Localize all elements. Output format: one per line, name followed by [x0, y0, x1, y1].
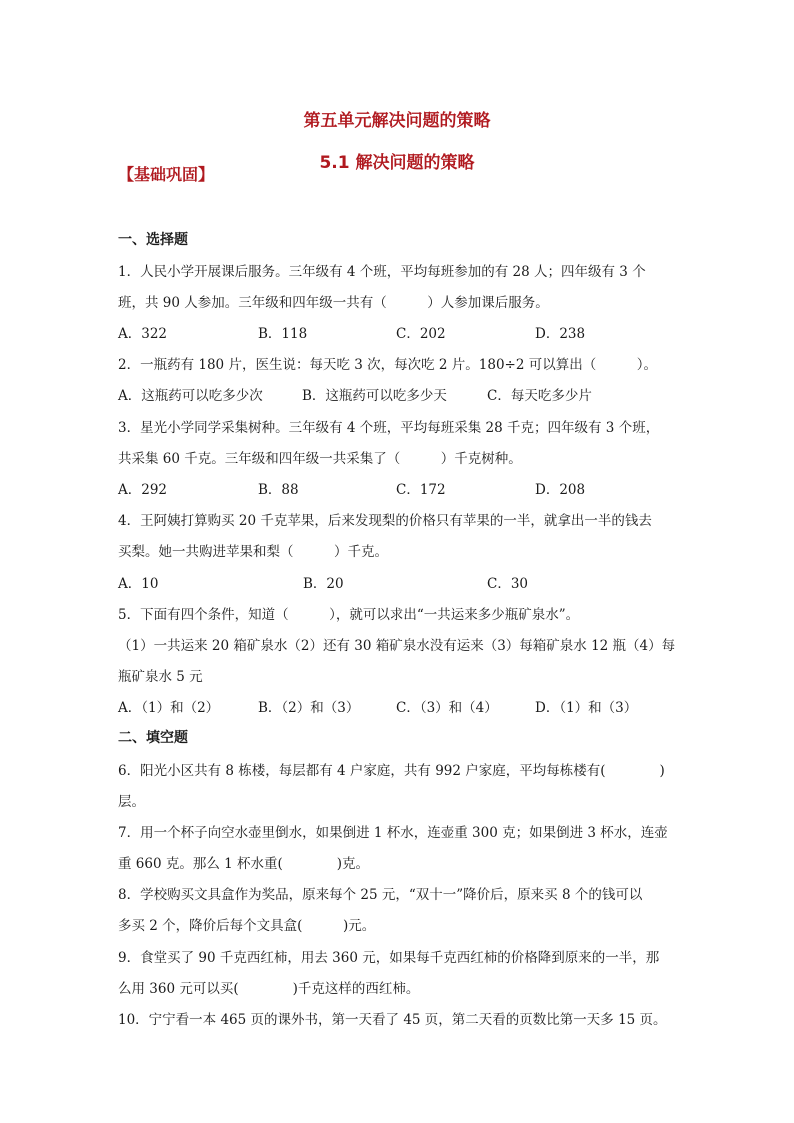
q8-line2: 多买 2 个，降价后每个文具盒( )元。	[118, 918, 376, 934]
section-tag: 【基础巩固】	[118, 165, 215, 184]
q5-line1: 5．下面有四个条件，知道（ ），就可以求出“一共运来多少瓶矿泉水”。	[118, 607, 580, 623]
q5-option-d: D．（1）和（3）	[535, 700, 638, 716]
q4-line1: 4．王阿姨打算购买 20 千克苹果，后来发现梨的价格只有苹果的一半，就拿出一半的钱去	[118, 513, 652, 529]
q5-line2: （1）一共运来 20 箱矿泉水（2）还有 30 箱矿泉水没有运来（3）每箱矿泉水 12 瓶（4）每	[118, 638, 676, 654]
q8-line1: 8．学校购买文具盒作为奖品，原来每个 25 元，“双十一”降价后，原来买 8 个的钱可以	[118, 887, 643, 903]
q1-line1: 1．人民小学开展课后服务。三年级有 4 个班，平均每班参加的有 28 人；四年级有 3 个	[118, 264, 646, 280]
q3-option-a: A．292	[118, 482, 168, 498]
q3-option-c: C．172	[396, 482, 446, 498]
q3-option-b: B．88	[258, 482, 299, 498]
unit-title: 第五单元解决问题的策略	[303, 111, 491, 131]
q5-option-c: C．（3）和（4）	[396, 700, 498, 716]
lesson-title: 5.1 解决问题的策略	[319, 153, 475, 173]
q4-option-b: B．20	[303, 576, 344, 592]
q5-option-b: B．（2）和（3）	[258, 700, 360, 716]
q4-option-a: A．10	[118, 576, 159, 592]
q3-line2: 共采集 60 千克。三年级和四年级一共采集了（ ）千克树种。	[118, 451, 522, 467]
q9-line2: 么用 360 元可以买( )千克这样的西红柿。	[118, 981, 420, 997]
q4-option-c: C．30	[487, 576, 529, 592]
part1-heading: 一、选择题	[118, 232, 188, 248]
q6-line2: 层。	[118, 794, 145, 810]
q9-line1: 9．食堂买了 90 千克西红柿，用去 360 元，如果每千克西红柿的价格降到原来的一半，那	[118, 950, 660, 966]
q1-option-a: A．322	[118, 326, 168, 342]
q7-line1: 7．用一个杯子向空水壶里倒水，如果倒进 1 杯水，连壶重 300 克；如果倒进 3 杯水，连壶	[118, 825, 668, 841]
q1-option-d: D．238	[535, 326, 586, 342]
q5-option-a: A．（1）和（2）	[118, 700, 220, 716]
q1-option-b: B．118	[258, 326, 308, 342]
q3-option-d: D．208	[535, 482, 586, 498]
q6-line1: 6．阳光小区共有 8 栋楼，每层都有 4 户家庭，共有 992 户家庭，平均每栋楼有( )	[118, 763, 665, 779]
q4-line2: 买梨。她一共购进苹果和梨（ ）千克。	[118, 544, 388, 560]
q1-option-c: C．202	[396, 326, 446, 342]
q2-option-a: A．这瓶药可以吃多少次	[118, 388, 263, 404]
q3-line1: 3．星光小学同学采集树种。三年级有 4 个班，平均每班采集 28 千克；四年级有 3 个班，	[118, 420, 660, 436]
q5-line3: 瓶矿泉水 5 元	[118, 669, 203, 685]
q2-line1: 2．一瓶药有 180 片，医生说：每天吃 3 次，每次吃 2 片。180÷2 可以算出（ ）。	[118, 357, 657, 373]
q2-option-b: B．这瓶药可以吃多少天	[302, 388, 447, 404]
q1-line2: 班，共 90 人参加。三年级和四年级一共有（ ）人参加课后服务。	[118, 295, 549, 311]
q10-line1: 10．宁宁看一本 465 页的课外书，第一天看了 45 页，第二天看的页数比第一天多 15 页。	[118, 1012, 667, 1028]
q2-option-c: C．每天吃多少片	[487, 388, 592, 404]
part2-heading: 二、填空题	[118, 730, 188, 746]
q7-line2: 重 660 克。那么 1 杯水重( )克。	[118, 856, 370, 872]
